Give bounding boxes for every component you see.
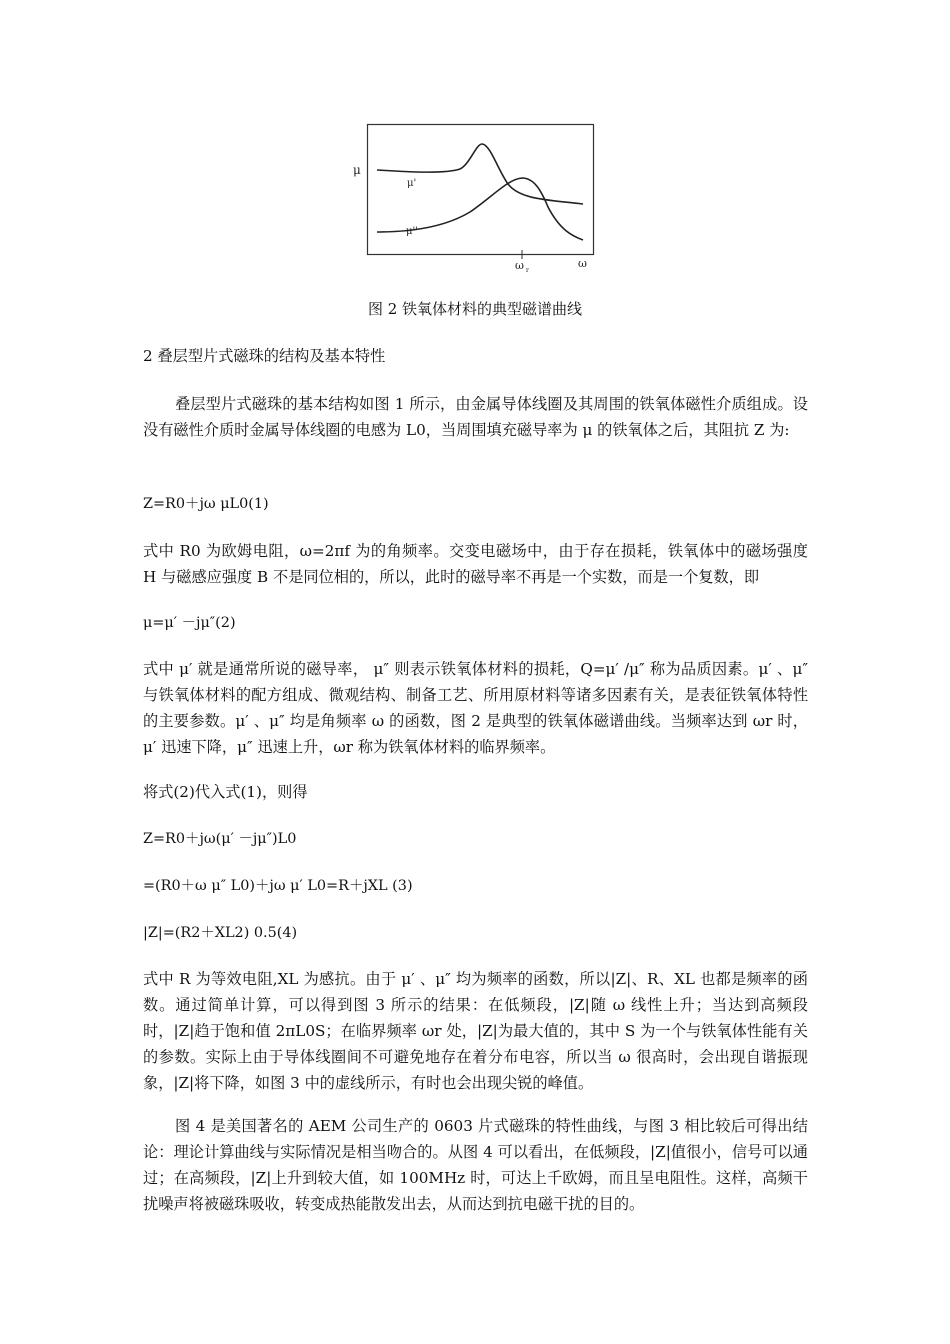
paragraph-impedance: 式中 R 为等效电阻,XL 为感抗。由于 μ′ 、μ″ 均为频率的函数，所以|Z|、R、XL 也都是频率的函数。通过简单计算，可以得到图 3 所示的结果：在低频段，|Z|随 ω 线性上升；当达到高频段时，|Z|趋于饱和值 2πL0S；在临界频率 ωr 处，|Z|为最大值的，其中 S 为一个与铁氧体性能有关的参数。实际上由于导体线圈间不可避免地存在着分布电容，所以当 ω 很高时，会出现自谐振现象，|Z|将下降，如图 3 中的虚线所示，有时也会出现尖锐的峰值。	[143, 970, 808, 1092]
equation-3a: Z=R0＋jω(μ′ －jμ″)L0	[143, 831, 297, 847]
equation-3b: =(R0＋ω μ″ L0)＋jω μ′ L0=R＋jXL (3)	[143, 878, 413, 894]
omega-r-subscript: r	[526, 267, 529, 274]
paragraph-substitution: 将式(2)代入式(1)，则得	[143, 783, 308, 801]
magnetic-spectrum-chart	[340, 112, 610, 277]
x-axis-label: ω	[578, 257, 587, 270]
equation-2: μ=μ′ －jμ″(2)	[143, 615, 236, 631]
paragraph-aem-bead: 图 4 是美国著名的 AEM 公司生产的 0603 片式磁珠的特性曲线，与图 3 相比较后可得出结论：理论计算曲线与实际情况是相当吻合的。从图 4 可以看出，在低频段，|Z|值很小，信号可以通过；在高频段，|Z|上升到较大值，如 100MHz 时，可达上千欧姆，而且呈电阻性。这样，高频干扰噪声将被磁珠吸收，转变成热能散发出去，从而达到抗电磁干扰的目的。	[143, 1117, 808, 1213]
equation-4: |Z|=(R2＋XL2) 0.5(4)	[143, 925, 298, 941]
mu-double-prime-label: μ''	[406, 226, 418, 237]
mu-prime-label: μ'	[407, 178, 417, 189]
figure-caption: 图 2 铁氧体材料的典型磁谱曲线	[367, 300, 583, 318]
paragraph-structure: 叠层型片式磁珠的基本结构如图 1 所示，由金属导体线圈及其周围的铁氧体磁性介质组成。设没有磁性介质时金属导体线圈的电感为 L0，当周围填充磁导率为 μ 的铁氧体之后，其阻抗 Z 为:	[143, 395, 808, 439]
paragraph-permeability: 式中 μ′ 就是通常所说的磁导率， μ″ 则表示铁氧体材料的损耗，Q=μ′ /μ″ 称为品质因素。μ′ 、μ″ 与铁氧体材料的配方组成、微观结构、制备工艺、所用原材料等诸多因素有关，是表征铁氧体特性的主要参数。μ′ 、μ″ 均是角频率 ω 的函数，图 2 是典型的铁氧体磁谱曲线。当频率达到 ωr 时，μ′ 迅速下降，μ″ 迅速上升，ωr 称为铁氧体材料的临界频率。	[143, 660, 808, 756]
mu-prime-curve	[377, 144, 583, 204]
omega-r-label: ω	[515, 259, 524, 272]
paragraph-omega-definition: 式中 R0 为欧姆电阻，ω=2πf 为的角频率。交变电磁场中，由于存在损耗，铁氧体中的磁场强度 H 与磁感应强度 B 不是同位相的，所以，此时的磁导率不再是一个实数，而是一个复数，即	[143, 542, 808, 586]
equation-1: Z=R0＋jω μL0(1)	[143, 496, 269, 512]
section-heading: 2 叠层型片式磁珠的结构及基本特性	[143, 347, 386, 365]
figure-2-magnetic-spectrum	[340, 112, 610, 277]
y-axis-label: μ	[353, 163, 361, 177]
